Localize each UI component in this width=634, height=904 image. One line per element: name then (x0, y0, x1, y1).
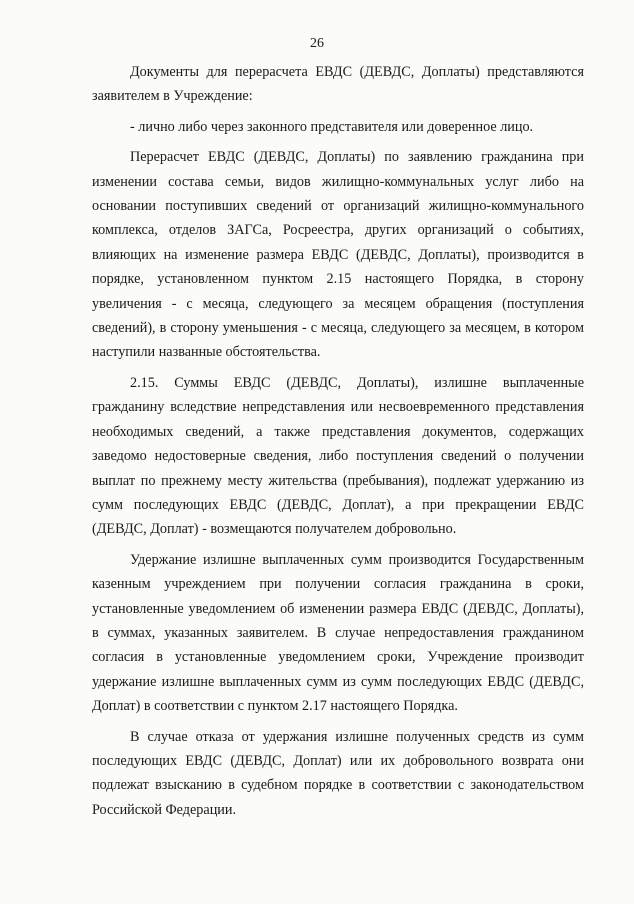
paragraph-withholding: Удержание излишне выплаченных сумм производится Государственным казенным учреждением при получении согласия гражданина в сроки, установленные уведомлением об изменении размера ЕВДС (ДЕВДС, Доплаты), в суммах, указанных заявителем. В случае непредоставления гражданином согласия в установленные уведомлением сроки, Учреждение производит удержание излишне выплаченных сумм из сумм последующих ЕВДС (ДЕВДС, Доплат) в соответствии с пунктом 2.17 настоящего Порядка. (92, 551, 584, 715)
page-number: 26 (310, 36, 324, 51)
paragraph-section-2-15: 2.15. Суммы ЕВДС (ДЕВДС, Доплаты), излишне выплаченные гражданину вследствие непредставления или несвоевременного представления необходимых сведений, а также представления документов, содержащих заведомо недостоверные сведения, либо поступления сведений о получении выплат по прежнему месту жительства (пребывания), подлежат удержанию из сумм последующих ЕВДС (ДЕВДС, Доплат), а при прекращении ЕВДС (ДЕВДС, Доплат) - возмещаются получателем добровольно. (92, 374, 584, 538)
paragraph-refusal: В случае отказа от удержания излишне полученных средств из сумм последующих ЕВДС (ДЕВДС, Доплат) или их добровольного возврата они подлежат взысканию в судебном порядке в соответствии с законодательством Российской Федерации. (92, 728, 584, 818)
paragraph-documents-submission: Документы для перерасчета ЕВДС (ДЕВДС, Доплаты) представляются заявителем в Учреждение: (92, 64, 584, 105)
paragraph-recalculation: Перерасчет ЕВДС (ДЕВДС, Доплаты) по заявлению гражданина при изменении состава семьи, видов жилищно-коммунальных услуг либо на основании поступивших сведений от организаций жилищно-коммунального комплекса, отделов ЗАГСа, Росреестра, других организаций о событиях, влияющих на изменение размера ЕВДС (ДЕВДС, Доплаты), производится в порядке, установленном пунктом 2.15 настоящего Порядка, в сторону увеличения - с месяца, следующего за месяцем обращения (поступления сведений), в сторону уменьшения - с месяца, следующего за месяцем, в котором наступили названные обстоятельства. (92, 149, 584, 361)
paragraph-submission-method: - лично либо через законного представителя или доверенное лицо. (130, 118, 534, 135)
document-body (92, 60, 584, 822)
